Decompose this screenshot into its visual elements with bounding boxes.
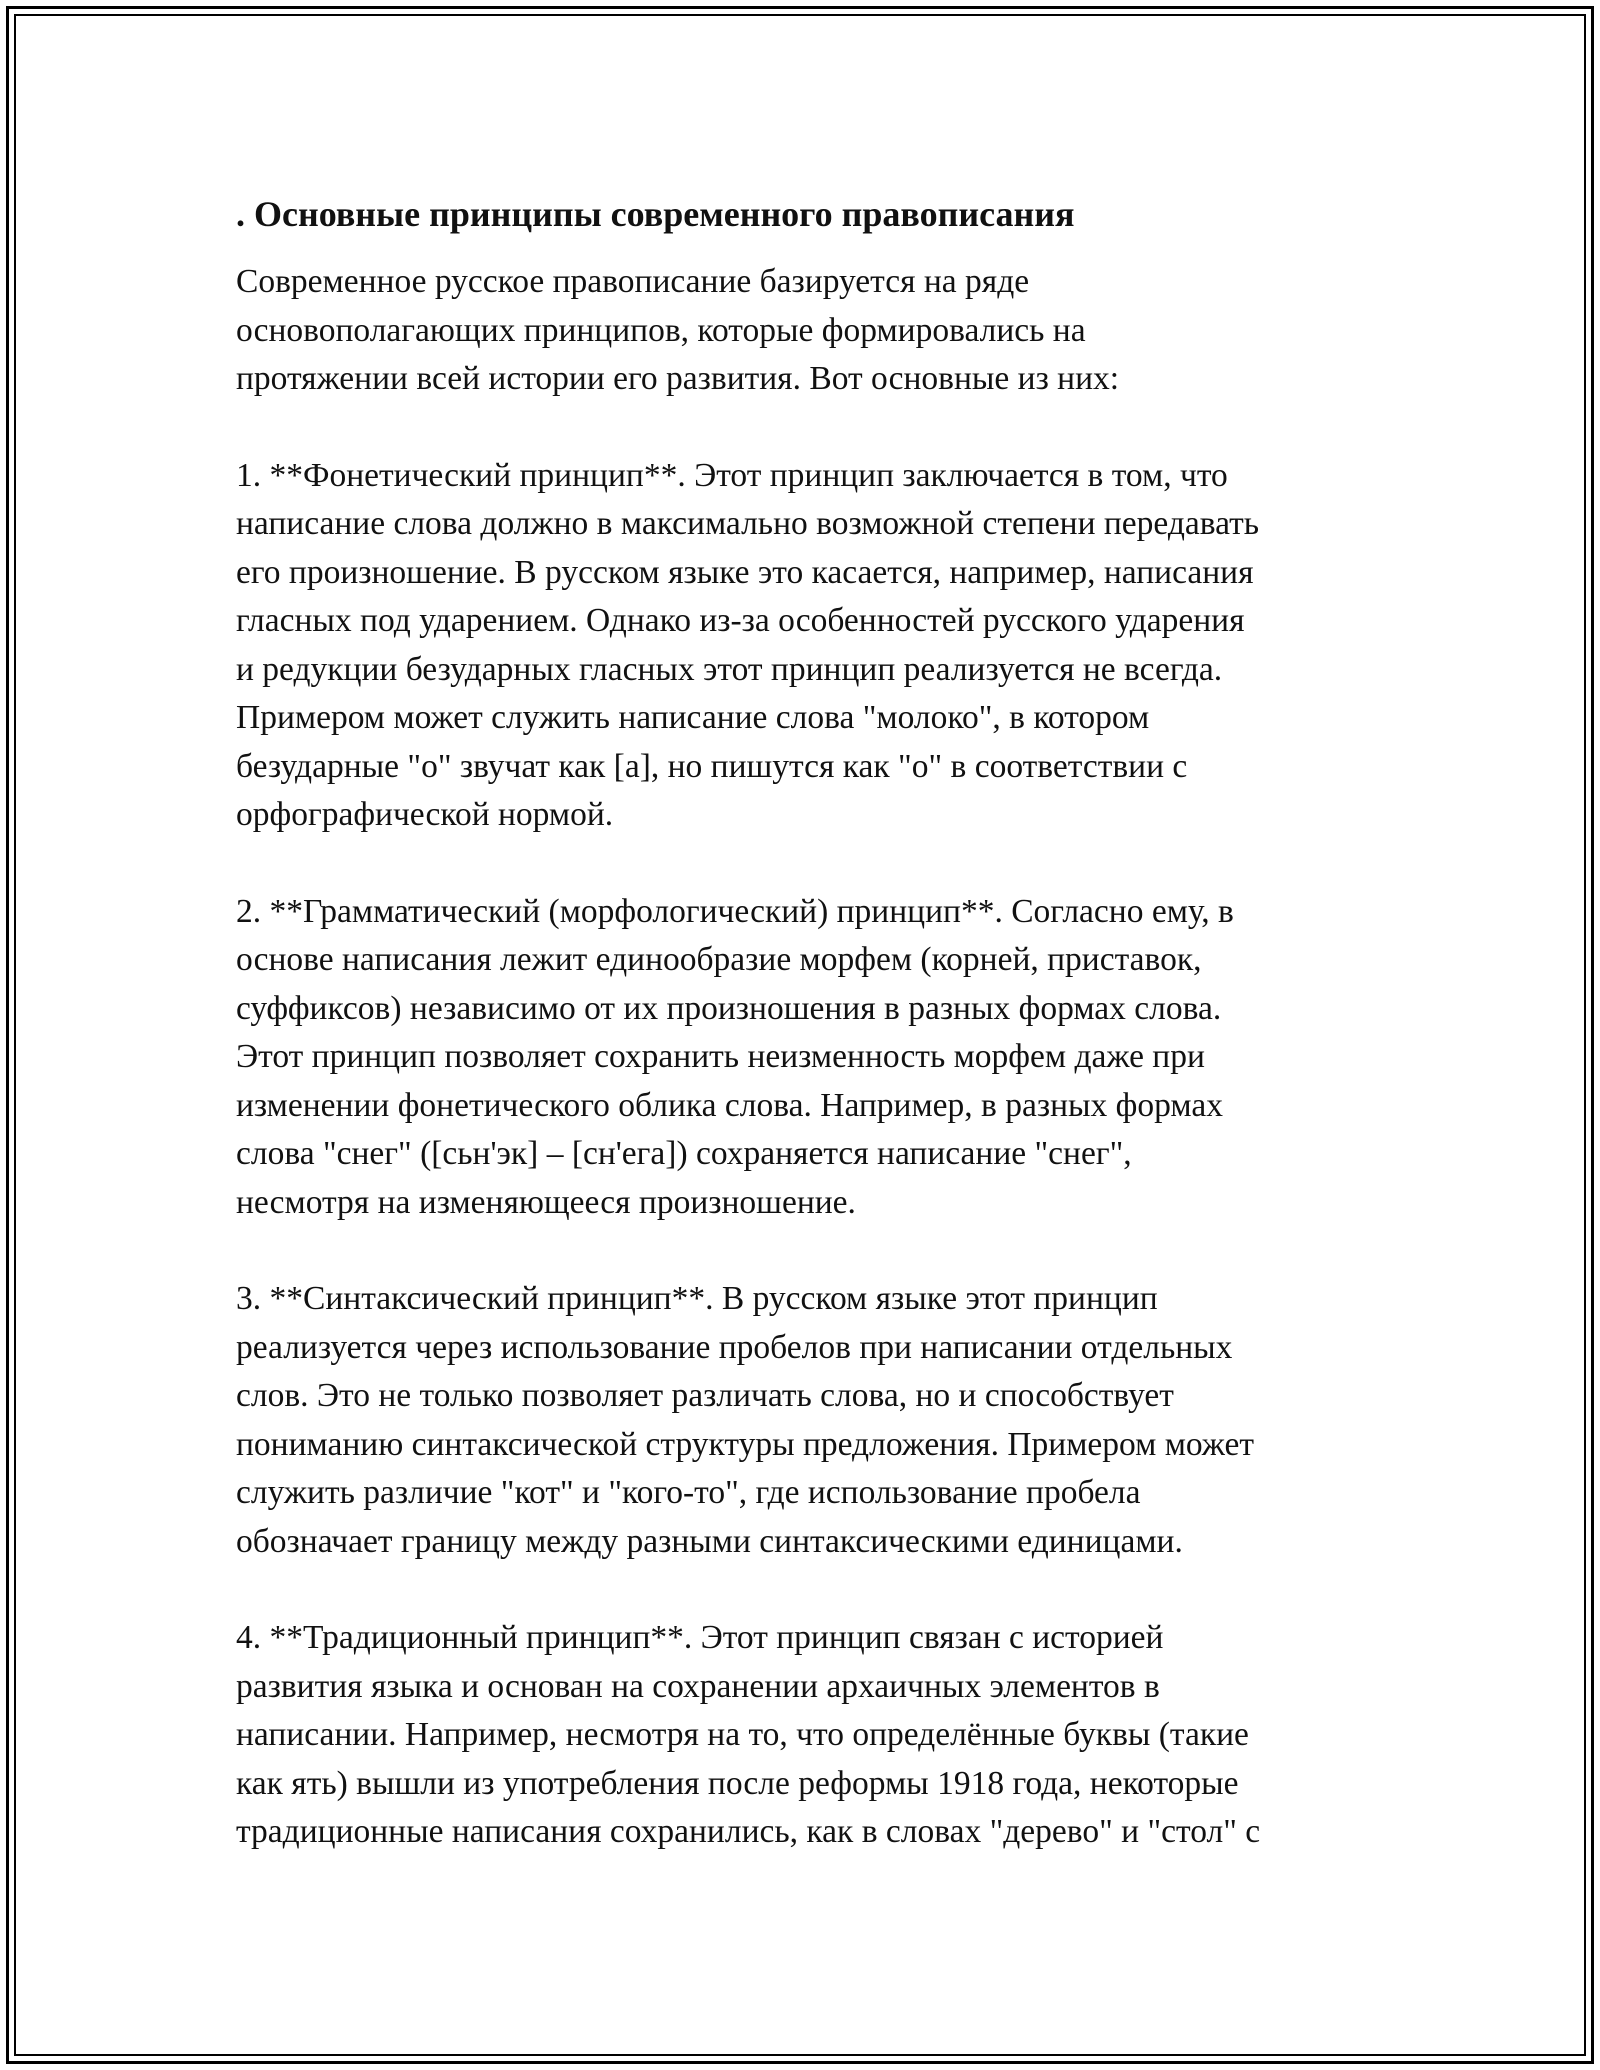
document-body [236, 190, 1366, 1905]
document-title: . Основные принципы современного правописания [236, 194, 1075, 234]
syntactic-principle-paragraph: 3. **Синтаксический принцип**. В русском языке этот принцип реализуется через использование пробелов при написании отдельных слов. Это не только позволяет различать слова, но и способствует пониманию синтаксической структуры предложения. Примером может служить различие "кот" и "кого-то", где использование пробела обозначает границу между разными синтаксическими единицами. [236, 1280, 1255, 1560]
grammatical-principle-paragraph: 2. **Грамматический (морфологический) принцип**. Согласно ему, в основе написания лежит единообразие морфем (корней, приставок, суффиксов) независимо от их произношения в разных формах слова. Этот принцип позволяет сохранить неизменность морфем даже при изменении фонетического облика слова. Например, в разных формах слова "снег" ([сьн'эк] – [сн'ега]) сохраняется написание "снег", несмотря на изменяющееся произношение. [236, 892, 1234, 1221]
intro-paragraph: Современное русское правописание базируется на ряде основополагающих принципов, которые формировались на протяжении всей истории его развития. Вот основные из них: [236, 263, 1120, 397]
phonetic-principle-paragraph: 1. **Фонетический принцип**. Этот принцип заключается в том, что написание слова должно в максимально возможной степени передавать его произношение. В русском языке это касается, например, написания гласных под ударением. Однако из-за особенностей русского ударения и редукции безударных гласных этот принцип реализуется не всегда. Примером может служить написание слова "молоко", в котором безударные "о" звучат как [а], но пишутся как "о" в соответствии с орфографической нормой. [236, 456, 1260, 833]
traditional-principle-paragraph: 4. **Традиционный принцип**. Этот принцип связан с историей развития языка и основан на сохранении архаичных элементов в написании. Например, несмотря на то, что определённые буквы (такие как ять) вышли из употребления после реформы 1918 года, некоторые традиционные написания сохранились, как в словах "дерево" и "стол" с [236, 1619, 1261, 1850]
